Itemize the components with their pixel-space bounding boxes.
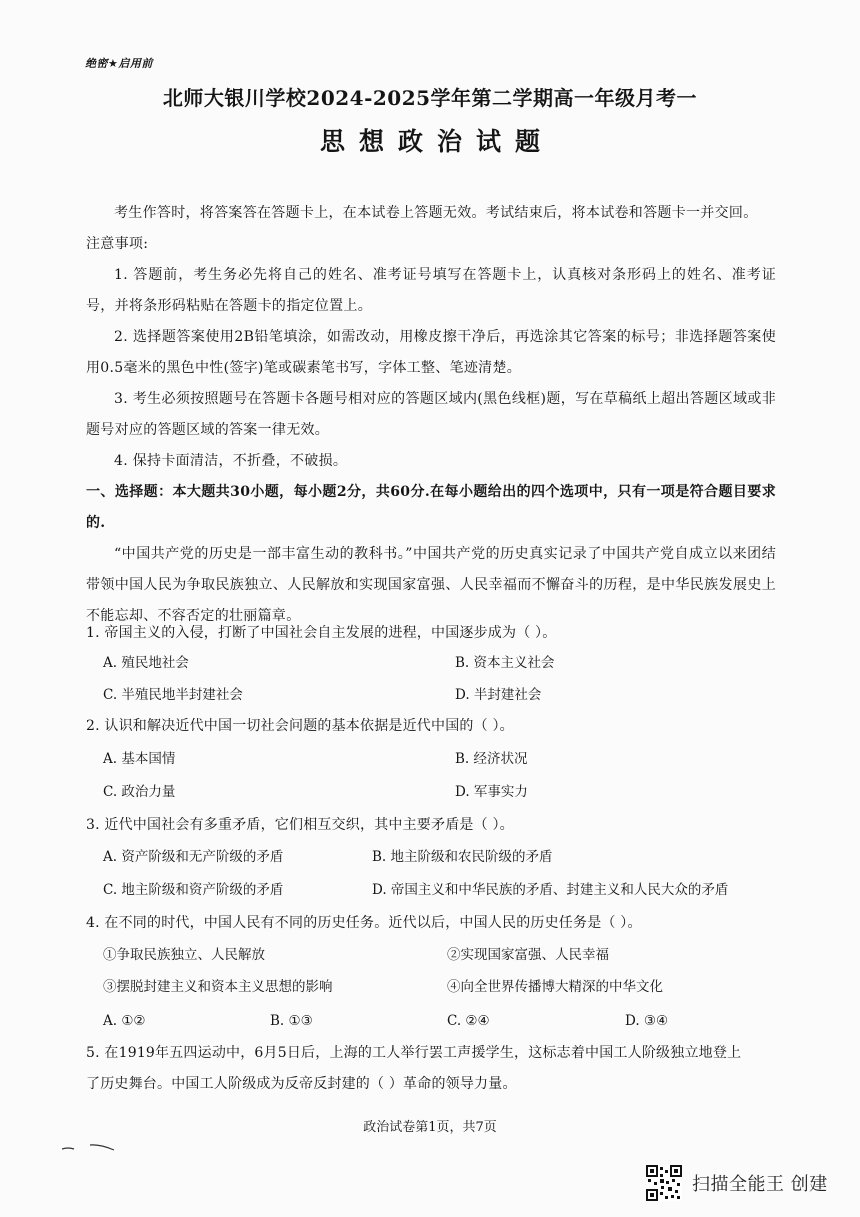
question-3-stem: 3. 近代中国社会有多重矛盾，它们相互交织，其中主要矛盾是（ ）。: [86, 817, 514, 833]
question-1-option-d: D. 半封建社会: [455, 687, 542, 703]
question-1-option-b: B. 资本主义社会: [455, 655, 555, 671]
question-4-statement-1: ①争取民族独立、人民解放: [103, 947, 265, 963]
instruction-item-2: 2. 选择题答案使用2B铅笔填涂，如需改动，用橡皮擦干净后，再选涂其它答案的标号；非选择题答案使用0.5毫米的黑色中性(签字)笔或碳素笔书写，字体工整、笔迹清楚。: [86, 329, 776, 376]
question-2-option-a: A. 基本国情: [103, 751, 176, 767]
question-5-stem-line-2: 了历史舞台。中国工人阶级成为反帝反封建的（ ）革命的领导力量。: [86, 1076, 517, 1092]
qr-code-icon: [646, 1165, 682, 1201]
question-4-option-a: A. ①②: [103, 1013, 146, 1029]
question-1-stem: 1. 帝国主义的入侵，打断了中国社会自主发展的进程，中国逐步成为（ ）。: [86, 625, 557, 641]
scanner-watermark: [646, 1163, 828, 1203]
question-4-statement-4: ④向全世界传播博大精深的中华文化: [447, 979, 663, 995]
instructions-heading: 注意事项:: [86, 236, 149, 252]
question-1-option-c: C. 半殖民地半封建社会: [103, 687, 243, 703]
question-3-option-c: C. 地主阶级和资产阶级的矛盾: [103, 882, 284, 898]
instruction-item-3: 3. 考生必须按照题号在答题卡各题号相对应的答题区域内(黑色线框)题，写在草稿纸上超出答题区域或非题号对应的答题区域的答案一律无效。: [86, 391, 776, 438]
page-footer: 政治试卷第1页，共7页: [363, 1120, 497, 1135]
instruction-item-4: 4. 保持卡面清洁，不折叠，不破损。: [114, 453, 348, 469]
question-4-option-b: B. ①③: [270, 1013, 313, 1029]
question-2-option-c: C. 政治力量: [103, 784, 176, 800]
pen-scratch-mark: [62, 1142, 117, 1152]
question-2-option-d: D. 军事实力: [455, 784, 528, 800]
school-title: 北师大银川学校2024-2025学年第二学期高一年级月考一: [162, 86, 698, 110]
scanner-watermark-text: 扫描全能王 创建: [692, 1174, 828, 1195]
instruction-item-1: 1. 答题前，考生务必先将自己的姓名、准考证号填写在答题卡上，认真核对条形码上的姓名、准考证号，并将条形码粘贴在答题卡的指定位置上。: [86, 267, 776, 314]
question-4-statement-2: ②实现国家富强、人民幸福: [447, 947, 609, 963]
question-5-stem-line-1: 5. 在1919年五四运动中，6月5日后，上海的工人举行罢工声援学生，这标志着中国工人阶级独立地登上: [86, 1045, 742, 1061]
question-4-stem: 4. 在不同的时代，中国人民有不同的历史任务。近代以后，中国人民的历史任务是（ ）。: [86, 915, 642, 931]
subject-title: 思想政治试题: [319, 127, 554, 156]
question-4-option-d: D. ③④: [625, 1013, 669, 1029]
confidential-mark: 绝密★启用前: [85, 57, 153, 70]
instructions-intro: 考生作答时，将答案答在答题卡上，在本试卷上答题无效。考试结束后，将本试卷和答题卡一并交回。: [114, 205, 758, 221]
passage: “中国共产党的历史是一部丰富生动的教科书。”中国共产党的历史真实记录了中国共产党自成立以来团结带领中国人民为争取民族独立、人民解放和实现国家富强、人民幸福而不懈奋斗的历程，是中华民族发展史上不能忘却、不容否定的壮丽篇章。: [86, 546, 776, 624]
question-1-option-a: A. 殖民地社会: [103, 655, 189, 671]
question-4-option-c: C. ②④: [447, 1013, 490, 1029]
question-3-option-b: B. 地主阶级和农民阶级的矛盾: [372, 849, 553, 865]
question-3-option-a: A. 资产阶级和无产阶级的矛盾: [103, 849, 284, 865]
question-2-stem: 2. 认识和解决近代中国一切社会问题的基本依据是近代中国的（ ）。: [86, 718, 514, 734]
section-heading: 一、选择题：本大题共30小题，每小题2分，共60分.在每小题给出的四个选项中，只有一项是符合题目要求的.: [86, 484, 776, 531]
question-2-option-b: B. 经济状况: [455, 751, 528, 767]
question-3-option-d: D. 帝国主义和中华民族的矛盾、封建主义和人民大众的矛盾: [372, 882, 729, 898]
question-4-statement-3: ③摆脱封建主义和资本主义思想的影响: [103, 979, 333, 995]
